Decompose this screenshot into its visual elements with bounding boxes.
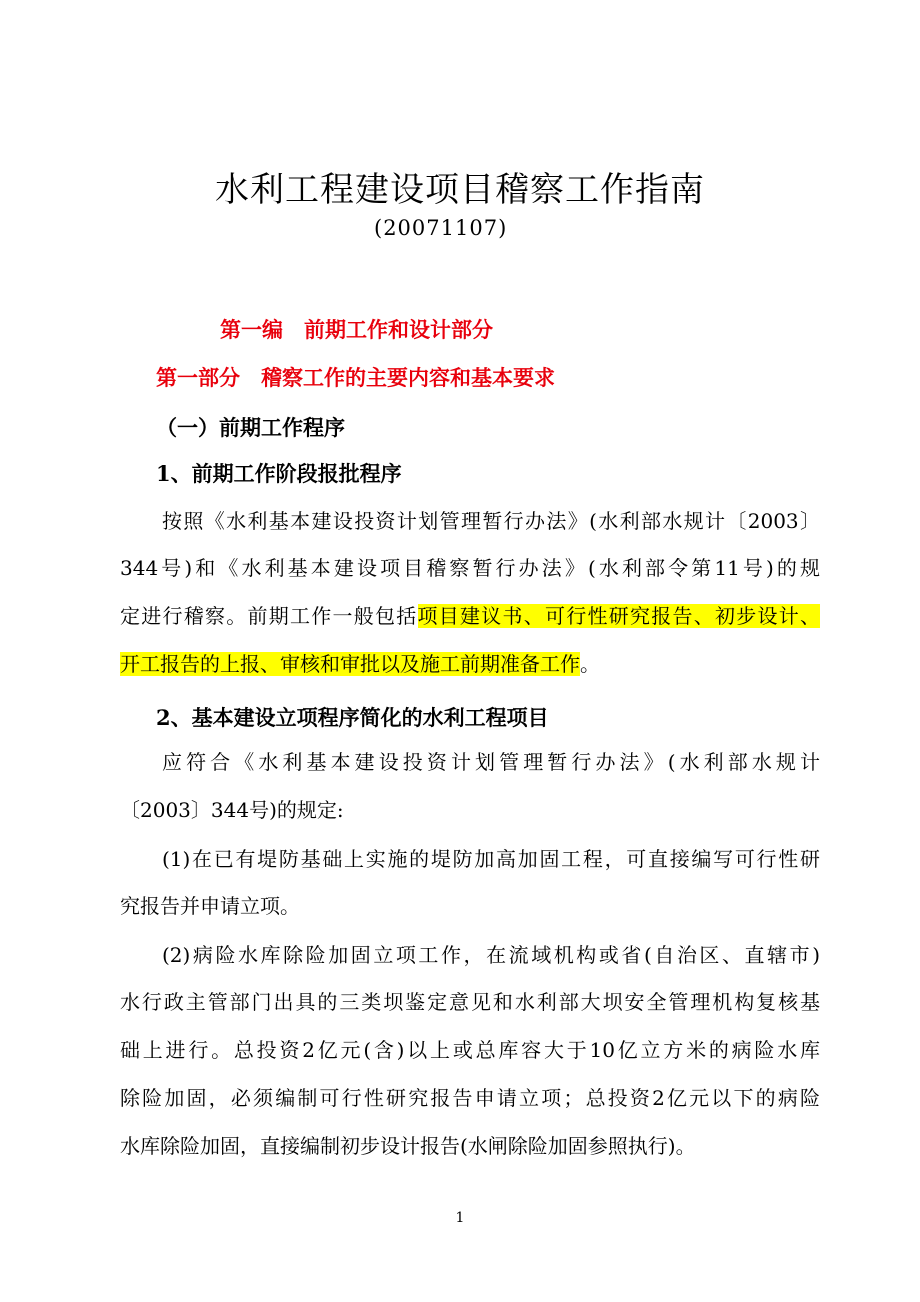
paragraph-1-line-4 [120, 649, 820, 679]
paragraph-1-line-3-text: 定进行稽察。前期工作一般包括 [120, 604, 418, 628]
section-heading-part-one: 第一编 前期工作和设计部分 [220, 317, 493, 342]
paragraph-4-line-1: (2)病险水库除险加固立项工作，在流域机构或省(自治区、直辖市) [162, 943, 820, 967]
highlighted-text: 开工报告的上报、审核和审批以及施工前期准备工作 [120, 652, 580, 676]
paragraph-4-line-4: 除险加固，必须编制可行性研究报告申请立项；总投资2亿元以下的病险 [120, 1086, 820, 1110]
paragraph-1-line-2: 344号)和《水利基本建设项目稽察暂行办法》(水利部令第11号)的规 [120, 556, 820, 580]
document-title: 水利工程建设项目稽察工作指南 [215, 170, 705, 210]
heading-simplified-projects: 2、基本建设立项程序简化的水利工程项目 [156, 705, 549, 730]
paragraph-1-line-1: 按照《水利基本建设投资计划管理暂行办法》(水利部水规计〔2003〕 [162, 509, 820, 533]
heading-preliminary-procedure: （一）前期工作程序 [156, 415, 345, 440]
document-date-code: (20071107) [374, 216, 508, 240]
highlighted-text: 项目建议书、可行性研究报告、初步设计、 [417, 604, 820, 628]
paragraph-2-line-2: 〔2003〕344号)的规定: [120, 798, 344, 822]
paragraph-4-line-5: 水库除险加固，直接编制初步设计报告(水闸除险加固参照执行)。 [120, 1134, 696, 1158]
paragraph-2-line-1: 应符合《水利基本建设投资计划管理暂行办法》(水利部水规计 [162, 750, 820, 774]
paragraph-1-line-4-end: 。 [580, 652, 600, 676]
subsection-heading-part-one: 第一部分 稽察工作的主要内容和基本要求 [156, 365, 555, 390]
paragraph-4-line-2: 水行政主管部门出具的三类坝鉴定意见和水利部大坝安全管理机构复核基 [120, 990, 820, 1014]
page-number: 1 [455, 1210, 465, 1226]
heading-approval-procedure: 1、前期工作阶段报批程序 [156, 461, 402, 486]
paragraph-4-line-3: 础上进行。总投资2亿元(含)以上或总库容大于10亿立方米的病险水库 [120, 1038, 820, 1062]
paragraph-3-line-1: (1)在已有堤防基础上实施的堤防加高加固工程，可直接编写可行性研 [162, 847, 820, 871]
paragraph-1-line-3 [120, 601, 820, 631]
paragraph-3-line-2: 究报告并申请立项。 [120, 894, 300, 918]
